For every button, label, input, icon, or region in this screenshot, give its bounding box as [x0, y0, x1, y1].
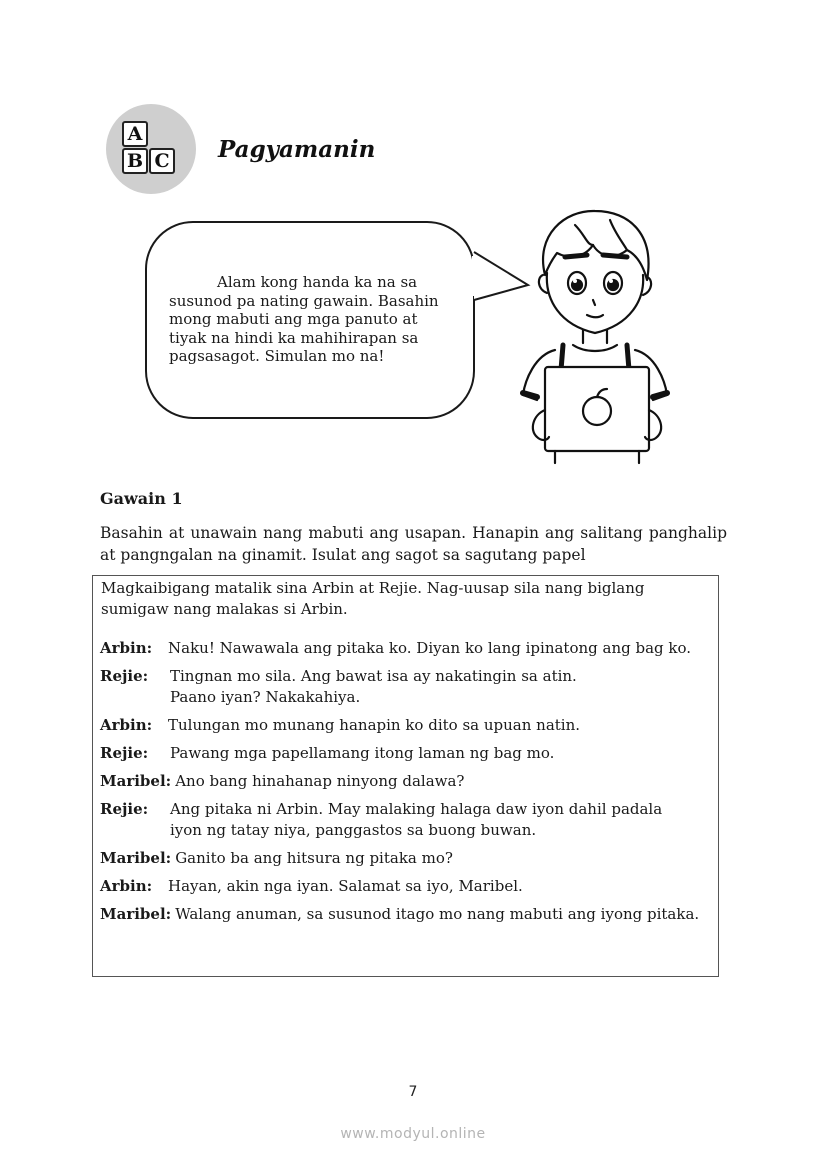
dialog-text: Ano bang hinahanap ninyong dalawa? — [175, 772, 465, 790]
speaker-name: Maribel: — [100, 849, 172, 867]
speech-bubble-text: Alam kong handa ka na sa susunod pa nating gawain. Basahin mong mabuti ang mga panuto at tiyak na hindi ka mahihirapan sa pagsasagot. Simulan mo na! — [169, 273, 439, 365]
speaker-name: Rejie: — [100, 744, 149, 762]
abc-blocks-icon — [106, 104, 196, 194]
speaker-name: Arbin: — [100, 877, 153, 895]
speaker-name: Maribel: — [100, 905, 172, 923]
dialog-line — [100, 904, 712, 925]
dialog-text: Ang pitaka ni Arbin. May malaking halaga daw iyon dahil padala — [170, 800, 663, 818]
dialog-line — [100, 743, 712, 764]
page-number: 7 — [408, 1084, 418, 1100]
speaker-name: Rejie: — [100, 800, 149, 818]
speaker-name: Maribel: — [100, 772, 172, 790]
watermark: www.modyul.online — [340, 1126, 486, 1142]
dialog-lines — [100, 638, 712, 932]
dialog-text: Pawang mga papellamang itong laman ng bag mo. — [170, 744, 555, 762]
dialog-text: Naku! Nawawala ang pitaka ko. Diyan ko lang ipinatong ang bag ko. — [168, 639, 692, 657]
dialog-text: iyon ng tatay niya, panggastos sa buong buwan. — [170, 821, 537, 839]
dialog-text: Paano iyan? Nakakahiya. — [170, 688, 361, 706]
dialog-intro: Magkaibigang matalik sina Arbin at Rejie. Nag-uusap sila nang biglang sumigaw nang malakas si Arbin. — [101, 579, 645, 618]
section-title: Pagyamanin — [218, 136, 376, 163]
boy-with-tablet-illustration — [515, 205, 675, 467]
block-c: C — [149, 148, 175, 174]
dialog-line — [100, 638, 712, 659]
dialog-text: Hayan, akin nga iyan. Salamat sa iyo, Maribel. — [168, 877, 523, 895]
dialog-line — [100, 666, 712, 708]
speaker-name: Arbin: — [100, 716, 153, 734]
dialog-text: Tulungan mo munang hanapin ko dito sa upuan natin. — [168, 716, 581, 734]
activity-title: Gawain 1 — [100, 489, 183, 508]
block-a: A — [122, 121, 148, 147]
dialog-line — [100, 771, 712, 792]
dialog-line — [100, 848, 712, 869]
dialog-text: Ganito ba ang hitsura ng pitaka mo? — [175, 849, 453, 867]
dialog-text: Walang anuman, sa susunod itago mo nang mabuti ang iyong pitaka. — [175, 905, 700, 923]
speaker-name: Arbin: — [100, 639, 153, 657]
dialog-line — [100, 876, 712, 897]
dialog-text: Tingnan mo sila. Ang bawat isa ay nakatingin sa atin. — [170, 667, 577, 685]
dialog-line — [100, 715, 712, 736]
block-b: B — [122, 148, 148, 174]
speaker-name: Rejie: — [100, 667, 149, 685]
dialog-line — [100, 799, 712, 841]
dialog-box — [92, 575, 719, 977]
activity-instructions: Basahin at unawain nang mabuti ang usapan. Hanapin ang salitang panghalip at pangngalan na ginamit. Isulat ang sagot sa sagutang papel — [100, 524, 727, 564]
